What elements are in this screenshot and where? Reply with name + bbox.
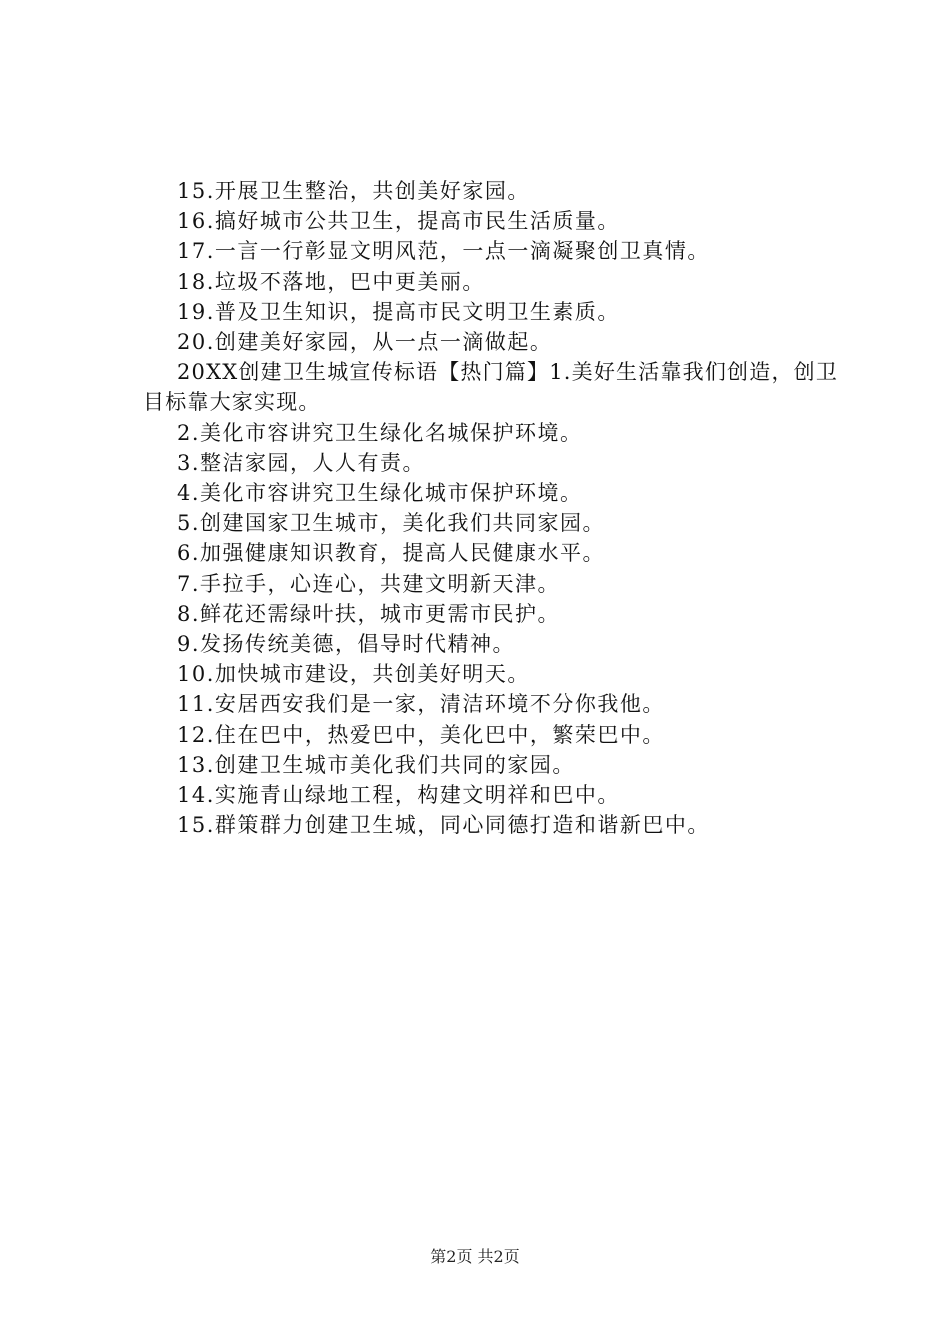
page-footer: 第2页 共2页 bbox=[430, 1247, 520, 1266]
slogan-line: 8.鲜花还需绿叶扶，城市更需市民护。 bbox=[177, 601, 561, 626]
slogan-line: 3.整洁家园，人人有责。 bbox=[177, 450, 426, 475]
slogan-line: 13.创建卫生城市美化我们共同的家园。 bbox=[177, 752, 575, 777]
slogan-line: 20.创建美好家园，从一点一滴做起。 bbox=[177, 330, 553, 355]
slogan-line: 16.搞好城市公共卫生，提高市民生活质量。 bbox=[177, 209, 620, 234]
slogan-line: 4.美化市容讲究卫生绿化城市保护环境。 bbox=[177, 481, 583, 506]
slogan-line: 18.垃圾不落地，巴中更美丽。 bbox=[177, 269, 485, 294]
slogan-line: 9.发扬传统美德，倡导时代精神。 bbox=[177, 632, 516, 657]
slogan-line: 15.群策群力创建卫生城，同心同德打造和谐新巴中。 bbox=[177, 813, 710, 838]
slogan-line: 2.美化市容讲究卫生绿化名城保护环境。 bbox=[177, 420, 583, 445]
slogan-line: 19.普及卫生知识，提高市民文明卫生素质。 bbox=[177, 299, 620, 324]
slogan-line: 12.住在巴中，热爱巴中，美化巴中，繁荣巴中。 bbox=[177, 722, 665, 747]
document-body bbox=[143, 176, 843, 840]
section-heading-paragraph: 20XX创建卫生城宣传标语【热门篇】1.美好生活靠我们创造，创卫目标靠大家实现。 bbox=[143, 360, 839, 415]
slogan-line: 6.加强健康知识教育，提高人民健康水平。 bbox=[177, 541, 606, 566]
slogan-line: 14.实施青山绿地工程，构建文明祥和巴中。 bbox=[177, 783, 620, 808]
slogan-line: 7.手拉手，心连心，共建文明新天津。 bbox=[177, 571, 561, 596]
slogan-line: 11.安居西安我们是一家，清洁环境不分你我他。 bbox=[177, 692, 665, 717]
slogan-line: 5.创建国家卫生城市，美化我们共同家园。 bbox=[177, 511, 606, 536]
slogan-line: 10.加快城市建设，共创美好明天。 bbox=[177, 662, 530, 687]
slogan-line: 15.开展卫生整治，共创美好家园。 bbox=[177, 179, 530, 203]
slogan-line: 17.一言一行彰显文明风范，一点一滴凝聚创卫真情。 bbox=[177, 239, 710, 264]
